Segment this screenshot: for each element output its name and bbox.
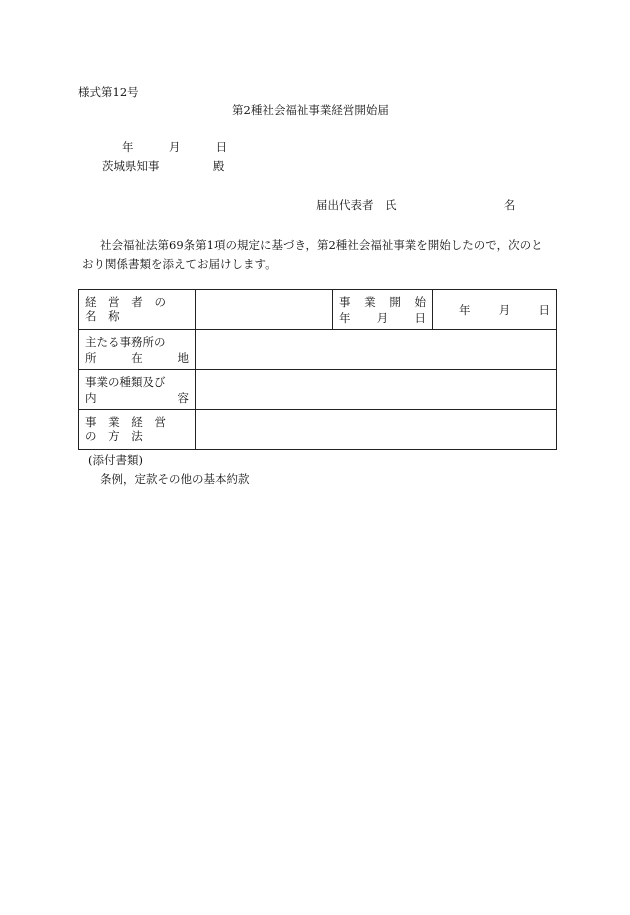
body-text — [82, 236, 560, 274]
document-title: 第2種社会福祉事業経営開始届 — [232, 103, 389, 117]
business-type-label: 事業の種類及び 内 容 — [79, 370, 196, 410]
applicant-name-suffix: 名 — [503, 198, 516, 212]
operator-name-label: 経 営 者 の 名 称 — [79, 290, 196, 330]
operator-name-field[interactable] — [196, 290, 333, 330]
attachments-heading: (添付書類) — [88, 453, 143, 467]
start-date-field[interactable]: 年 月 日 — [433, 290, 557, 330]
office-location-label: 主たる事務所の 所 在 地 — [79, 330, 196, 370]
table-row — [79, 370, 557, 410]
body-text-line-1: 社会福祉法第69条第1項の規定に基づき，第2種社会福祉事業を開始したので，次のと — [100, 238, 543, 252]
submission-date — [122, 141, 227, 155]
table-row — [79, 290, 557, 330]
date-month-label: 月 — [168, 140, 181, 154]
business-type-field[interactable] — [196, 370, 557, 410]
addressee-honorific: 殿 — [212, 159, 225, 173]
date-day-label: 日 — [215, 140, 228, 154]
applicant-signature — [316, 199, 515, 213]
addressee — [102, 160, 224, 174]
start-date-label: 事 業 開 始 年 月 日 — [333, 290, 433, 330]
office-location-field[interactable] — [196, 330, 557, 370]
management-method-field[interactable] — [196, 410, 557, 450]
application-form-table — [78, 289, 557, 450]
date-year-label: 年 — [122, 140, 134, 154]
table-row — [79, 410, 557, 450]
management-method-label: 事 業 経 営 の 方 法 — [79, 410, 196, 450]
attachments-item: 条例，定款その他の基本約款 — [100, 472, 250, 486]
table-row — [79, 330, 557, 370]
body-text-line-2: おり関係書類を添えてお届けします。 — [82, 257, 277, 271]
addressee-name: 茨城県知事 — [102, 159, 160, 173]
applicant-label: 届出代表者 氏 — [316, 198, 397, 212]
form-number: 様式第12号 — [78, 85, 139, 99]
